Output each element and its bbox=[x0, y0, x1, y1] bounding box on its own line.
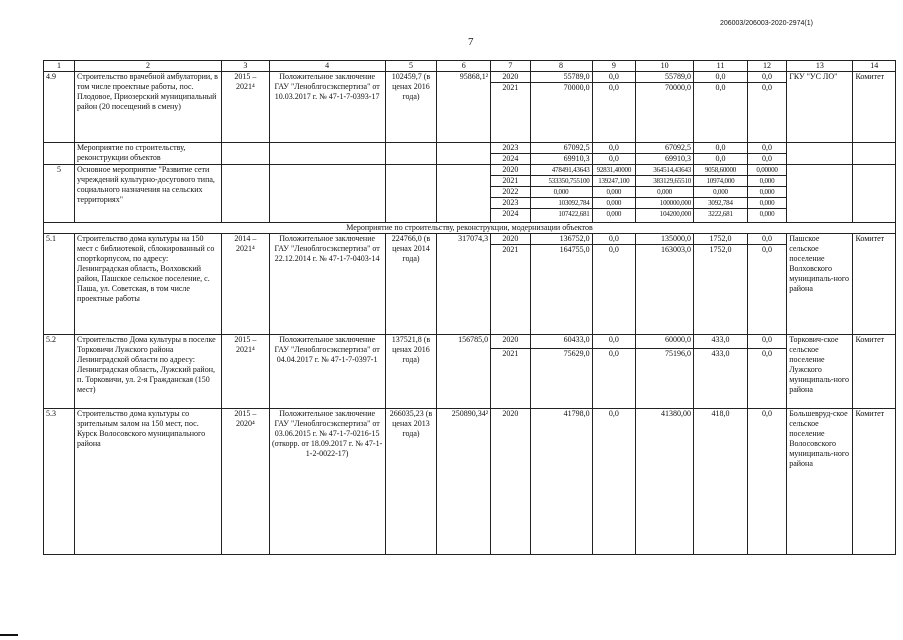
row-expertise: Положительное заключение ГАУ "Леноблгосэкспертиза" от 22.12.2014 г. № 47-1-7-0403-14 bbox=[269, 234, 385, 335]
year-cell: 2021 bbox=[491, 349, 530, 409]
fed-cell: 0,0 bbox=[592, 143, 635, 154]
col-num: 11 bbox=[694, 61, 748, 72]
year-cell: 2021 bbox=[491, 245, 530, 335]
fed-cell: 0,000 bbox=[592, 198, 635, 209]
fed-cell: 0,000 bbox=[592, 187, 635, 198]
table-row bbox=[44, 72, 896, 83]
reg-cell: 70000,0 bbox=[636, 83, 694, 143]
reg-cell: 75196,0 bbox=[636, 349, 694, 409]
oth-cell: 0,0 bbox=[747, 143, 786, 154]
year-cell: 2023 bbox=[491, 143, 530, 154]
fed-cell: 0,0 bbox=[592, 234, 635, 245]
row-period: 2015 – 2020⁴ bbox=[222, 409, 270, 555]
oth-cell: 0,0 bbox=[747, 245, 786, 335]
loc-cell: 1752,0 bbox=[694, 245, 748, 335]
row-expertise: Положительное заключение ГАУ "Леноблгосэкспертиза" от 03.06.2015 г. № 47-1-7-0216-15 (откорр. от 18.09.2017 г. № 47-1-1-2-0022-17) bbox=[269, 409, 385, 555]
row-responsible: Комитет bbox=[853, 234, 896, 335]
oth-cell: 0,0 bbox=[747, 83, 786, 143]
loc-cell: 3222,681 bbox=[694, 209, 748, 223]
reg-cell: 364514,43643 bbox=[636, 165, 694, 176]
page-edge-mark bbox=[0, 634, 18, 636]
row-responsible: Комитет bbox=[853, 335, 896, 409]
row-cost: 224766,0 (в ценах 2014 года) bbox=[385, 234, 437, 335]
total-cell: 533350,755100 bbox=[530, 176, 592, 187]
year-cell: 2024 bbox=[491, 209, 530, 223]
loc-cell: 433,0 bbox=[694, 349, 748, 409]
oth-cell: 0,0 bbox=[747, 234, 786, 245]
year-cell: 2023 bbox=[491, 198, 530, 209]
reg-cell: 60000,0 bbox=[636, 335, 694, 349]
total-cell: 55789,0 bbox=[530, 72, 592, 83]
oth-cell: 0,0 bbox=[747, 154, 786, 165]
col-num: 3 bbox=[222, 61, 270, 72]
row-title: Строительство дома культуры со зрительным залом на 150 мест, пос. Курск Волосовского муниципального района bbox=[75, 409, 222, 555]
row-period: 2014 – 2021⁴ bbox=[222, 234, 270, 335]
fed-cell: 0,0 bbox=[592, 245, 635, 335]
oth-cell: 0,000 bbox=[747, 209, 786, 223]
total-cell: 75629,0 bbox=[530, 349, 592, 409]
row-customer: ГКУ "УС ЛО" bbox=[787, 72, 853, 143]
col-num: 10 bbox=[636, 61, 694, 72]
row-col6: 250890,34² bbox=[437, 409, 491, 555]
reg-cell: 55789,0 bbox=[636, 72, 694, 83]
fed-cell: 0,0 bbox=[592, 154, 635, 165]
reg-cell: 0,000 bbox=[636, 187, 694, 198]
total-cell: 164755,0 bbox=[530, 245, 592, 335]
reg-cell: 135000,0 bbox=[636, 234, 694, 245]
oth-cell: 0,0 bbox=[747, 335, 786, 349]
loc-cell: 9058,60000 bbox=[694, 165, 748, 176]
fed-cell: 0,0 bbox=[592, 72, 635, 83]
year-cell: 2022 bbox=[491, 187, 530, 198]
row-title: Строительство Дома культуры в поселке Торковичи Лужского района Ленинградской области по адресу: Ленинградская область, Лужский район, п. Торковичи, ул. 2-я Гражданская (150 мест) bbox=[75, 335, 222, 409]
reg-cell: 41380,00 bbox=[636, 409, 694, 555]
row-cost: 137521,8 (в ценах 2016 года) bbox=[385, 335, 437, 409]
table-row bbox=[44, 234, 896, 245]
total-cell: 107422,681 bbox=[530, 209, 592, 223]
table-row bbox=[44, 143, 896, 154]
year-cell: 2020 bbox=[491, 409, 530, 555]
row-number: 4.9 bbox=[44, 72, 75, 143]
program-table bbox=[43, 60, 896, 555]
row-expertise: Положительное заключение ГАУ "Леноблгосэкспертиза" от 10.03.2017 г. № 47-1-7-0393-17 bbox=[269, 72, 385, 143]
row-title: Основное мероприятие "Развитие сети учреждений культурно-досугового типа, социального назначения на сельских территориях" bbox=[75, 165, 222, 223]
year-cell: 2021 bbox=[491, 176, 530, 187]
row-title: Мероприятие по строительству, реконструкции объектов bbox=[75, 143, 222, 165]
row-number: 5 bbox=[44, 165, 75, 223]
col-num: 1 bbox=[44, 61, 75, 72]
total-cell: 67092,5 bbox=[530, 143, 592, 154]
total-cell: 70000,0 bbox=[530, 83, 592, 143]
reg-cell: 100000,000 bbox=[636, 198, 694, 209]
loc-cell: 433,0 bbox=[694, 335, 748, 349]
table-row bbox=[44, 165, 896, 176]
loc-cell: 0,000 bbox=[694, 187, 748, 198]
col-num: 12 bbox=[747, 61, 786, 72]
fed-cell: 139247,100 bbox=[592, 176, 635, 187]
year-cell: 2020 bbox=[491, 335, 530, 349]
total-cell: 478491,43643 bbox=[530, 165, 592, 176]
col-num: 8 bbox=[530, 61, 592, 72]
year-cell: 2021 bbox=[491, 83, 530, 143]
page-number: 7 bbox=[468, 36, 474, 48]
row-number: 5.3 bbox=[44, 409, 75, 555]
col-num: 14 bbox=[853, 61, 896, 72]
total-cell: 136752,0 bbox=[530, 234, 592, 245]
oth-cell: 0,00000 bbox=[747, 165, 786, 176]
row-col6: 95868,1² bbox=[437, 72, 491, 143]
loc-cell: 1752,0 bbox=[694, 234, 748, 245]
document-number: 206003/206003-2020-2974(1) bbox=[719, 20, 813, 27]
row-customer: Пашское сельское поселение Волховского муниципаль-ного района bbox=[787, 234, 853, 335]
year-cell: 2020 bbox=[491, 72, 530, 83]
fed-cell: 0,000 bbox=[592, 209, 635, 223]
total-cell: 69910,3 bbox=[530, 154, 592, 165]
oth-cell: 0,0 bbox=[747, 409, 786, 555]
col-num: 6 bbox=[437, 61, 491, 72]
fed-cell: 92831,40000 bbox=[592, 165, 635, 176]
total-cell: 60433,0 bbox=[530, 335, 592, 349]
loc-cell: 418,0 bbox=[694, 409, 748, 555]
reg-cell: 163003,0 bbox=[636, 245, 694, 335]
section-row bbox=[44, 223, 896, 234]
col-num: 9 bbox=[592, 61, 635, 72]
total-cell: 0,000 bbox=[530, 187, 592, 198]
section-title: Мероприятие по строительству, реконструкции, модернизации объектов bbox=[44, 223, 896, 234]
row-title: Строительство дома культуры на 150 мест с библиотекой, сблокированный со спортkорпусом, по адресу: Ленинградская область, Волховский район, Пашское сельское поселение, с. Паша, ул. Советская, в том числе проектные работы bbox=[75, 234, 222, 335]
reg-cell: 69910,3 bbox=[636, 154, 694, 165]
fed-cell: 0,0 bbox=[592, 335, 635, 349]
loc-cell: 0,0 bbox=[694, 83, 748, 143]
reg-cell: 67092,5 bbox=[636, 143, 694, 154]
table-row bbox=[44, 409, 896, 555]
row-col6: 317074,3 bbox=[437, 234, 491, 335]
total-cell: 41798,0 bbox=[530, 409, 592, 555]
row-number: 5.2 bbox=[44, 335, 75, 409]
reg-cell: 383129,65510 bbox=[636, 176, 694, 187]
reg-cell: 104200,000 bbox=[636, 209, 694, 223]
col-num: 5 bbox=[385, 61, 437, 72]
row-title: Строительство врачебной амбулатории, в том числе проектные работы, пос. Плодовое, Приозерский муниципальный район (20 посещений в смену) bbox=[75, 72, 222, 143]
year-cell: 2020 bbox=[491, 234, 530, 245]
col-num: 4 bbox=[269, 61, 385, 72]
row-customer: Большевруд-ское сельское поселение Волосовского муниципаль-ного района bbox=[787, 409, 853, 555]
oth-cell: 0,0 bbox=[747, 72, 786, 83]
fed-cell: 0,0 bbox=[592, 83, 635, 143]
oth-cell: 0,000 bbox=[747, 198, 786, 209]
row-col6: 156785,0 bbox=[437, 335, 491, 409]
year-cell: 2020 bbox=[491, 165, 530, 176]
loc-cell: 0,0 bbox=[694, 72, 748, 83]
total-cell: 103092,784 bbox=[530, 198, 592, 209]
loc-cell: 3092,784 bbox=[694, 198, 748, 209]
table-row bbox=[44, 335, 896, 349]
column-number-row bbox=[44, 61, 896, 72]
row-period: 2015 – 2021⁴ bbox=[222, 335, 270, 409]
oth-cell: 0,000 bbox=[747, 187, 786, 198]
fed-cell: 0,0 bbox=[592, 409, 635, 555]
col-num: 2 bbox=[75, 61, 222, 72]
row-expertise: Положительное заключение ГАУ "Леноблгосэкспертиза" от 04.04.2017 г. № 47-1-7-0397-1 bbox=[269, 335, 385, 409]
row-period: 2015 – 2021⁴ bbox=[222, 72, 270, 143]
row-responsible: Комитет bbox=[853, 409, 896, 555]
loc-cell: 0,0 bbox=[694, 154, 748, 165]
row-cost: 266035,23 (в ценах 2013 года) bbox=[385, 409, 437, 555]
oth-cell: 0,0 bbox=[747, 349, 786, 409]
loc-cell: 10974,000 bbox=[694, 176, 748, 187]
row-responsible: Комитет bbox=[853, 72, 896, 143]
row-number: 5.1 bbox=[44, 234, 75, 335]
loc-cell: 0,0 bbox=[694, 143, 748, 154]
col-num: 7 bbox=[491, 61, 530, 72]
oth-cell: 0,000 bbox=[747, 176, 786, 187]
row-customer: Торкович-ское сельское поселение Лужского муниципаль-ного района bbox=[787, 335, 853, 409]
col-num: 13 bbox=[787, 61, 853, 72]
fed-cell: 0,0 bbox=[592, 349, 635, 409]
row-cost: 102459,7 (в ценах 2016 года) bbox=[385, 72, 437, 143]
year-cell: 2024 bbox=[491, 154, 530, 165]
